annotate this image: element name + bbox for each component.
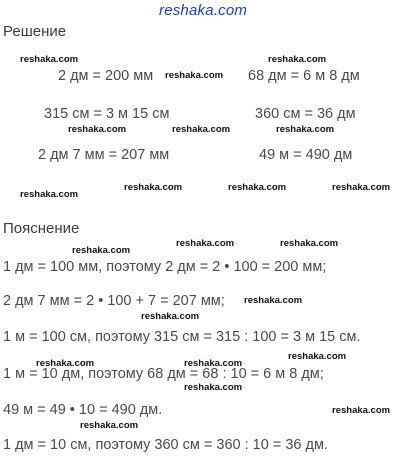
watermark: reshaka.com (68, 124, 127, 135)
watermark: reshaka.com (184, 358, 243, 369)
explanation-line: 49 м = 49 • 10 = 490 дм. (3, 402, 163, 418)
explanation-line: 1 м = 10 дм, поэтому 68 дм = 68 : 10 = 6 м 8 дм; (3, 366, 324, 382)
solution-equation: 49 м = 490 дм (259, 147, 353, 163)
watermark: reshaka.com (20, 189, 79, 200)
watermark: reshaka.com (80, 420, 139, 431)
watermark: reshaka.com (141, 311, 200, 322)
watermark: reshaka.com (276, 124, 335, 135)
explanation-line: 2 дм 7 мм = 2 • 100 + 7 = 207 мм; (3, 293, 225, 309)
watermark: reshaka.com (228, 182, 287, 193)
watermark: reshaka.com (165, 70, 224, 81)
solution-equation: 315 см = 3 м 15 см (44, 106, 170, 122)
watermark: reshaka.com (244, 295, 303, 306)
explanation-line: 1 м = 100 см, поэтому 315 см = 315 : 100 = 3 м 15 см. (3, 329, 361, 345)
explanation-line: 1 дм = 10 см, поэтому 360 см = 360 : 10 = 36 дм. (3, 437, 328, 453)
solution-equation: 2 дм = 200 мм (58, 68, 154, 84)
explanation-line: 1 дм = 100 мм, поэтому 2 дм = 2 • 100 = 200 мм; (3, 259, 327, 275)
watermark: reshaka.com (268, 54, 327, 65)
watermark: reshaka.com (332, 405, 391, 416)
watermark: reshaka.com (332, 182, 391, 193)
watermark: reshaka.com (176, 238, 235, 249)
watermark: reshaka.com (288, 351, 347, 362)
watermark: reshaka.com (280, 238, 339, 249)
watermark: reshaka.com (20, 54, 79, 65)
watermark: reshaka.com (184, 382, 243, 393)
solution-equation: 2 дм 7 мм = 207 мм (38, 147, 170, 163)
solution-heading: Решение (3, 23, 67, 40)
watermark: reshaka.com (172, 124, 231, 135)
explanation-heading: Пояснение (3, 220, 80, 237)
watermark: reshaka.com (36, 358, 95, 369)
watermark: reshaka.com (72, 245, 131, 256)
solution-equation: 360 см = 36 дм (255, 106, 356, 122)
watermark: reshaka.com (124, 182, 183, 193)
site-logo: reshaka.com (159, 2, 248, 19)
solution-equation: 68 дм = 6 м 8 дм (248, 68, 360, 84)
